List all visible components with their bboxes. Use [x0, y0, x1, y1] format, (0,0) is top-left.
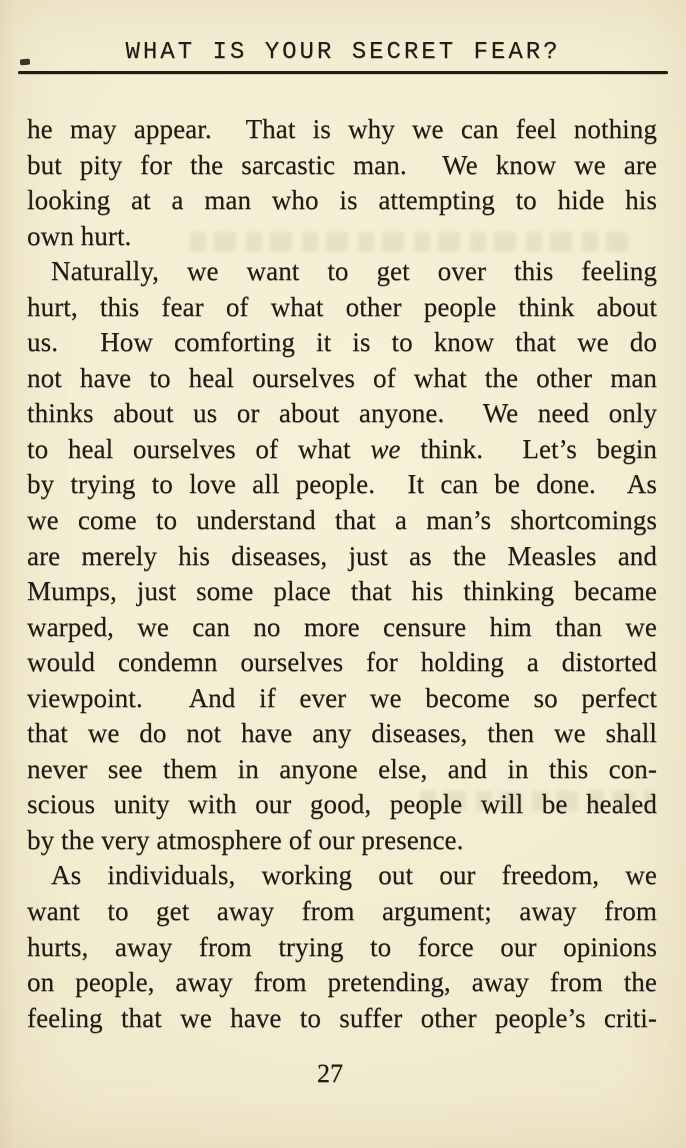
text-line — [27, 254, 657, 290]
text-line — [27, 787, 657, 823]
text-segment: we come to understand that a man’s shortcomings — [27, 505, 657, 536]
text-segment: hurts, away from trying to force our opinions — [27, 931, 657, 962]
text-line — [27, 396, 657, 432]
text-line — [27, 752, 657, 788]
text-line — [27, 716, 657, 752]
text-segment: looking at a man who is attempting to hide his — [27, 185, 657, 216]
text-line — [27, 539, 657, 575]
text-segment: not have to heal ourselves of what the other man — [27, 362, 657, 393]
text-line — [27, 183, 657, 219]
text-line — [27, 148, 657, 184]
text-line — [27, 574, 657, 610]
text-segment: Naturally, we want to get over this feeling — [51, 256, 657, 287]
text-line — [27, 1001, 657, 1037]
text-segment: scious unity with our good, people will be healed — [27, 789, 657, 820]
text-line — [27, 823, 657, 859]
text-segment: would condemn ourselves for holding a distorted — [27, 647, 657, 678]
text-segment: hurt, this fear of what other people think about — [27, 291, 657, 322]
text-segment: but pity for the sarcastic man. We know we are — [27, 149, 657, 180]
header-rule — [18, 71, 668, 74]
text-line — [27, 219, 657, 255]
text-line — [27, 681, 657, 717]
text-line — [27, 112, 657, 148]
text-segment: thinks about us or about anyone. We need only — [27, 398, 657, 429]
text-segment: by trying to love all people. It can be done. As — [27, 469, 657, 500]
text-line — [27, 361, 657, 397]
text-segment: he may appear. That is why we can feel nothing — [27, 114, 657, 144]
body-text — [27, 112, 657, 1036]
text-segment: never see them in anyone else, and in this con- — [27, 753, 657, 784]
text-line — [27, 645, 657, 681]
text-line — [27, 965, 657, 1001]
text-segment: feeling that we have to suffer other people’s criti- — [27, 1002, 657, 1033]
page-number: 27 — [317, 1059, 343, 1088]
text-segment: that we do not have any diseases, then we shall — [27, 718, 657, 749]
text-segment: by the very atmosphere of our presence. — [27, 824, 464, 855]
italic-word: we — [370, 433, 401, 464]
text-line — [27, 894, 657, 930]
text-line — [27, 467, 657, 503]
text-segment: want to get away from argument; away from — [27, 896, 657, 927]
text-line — [27, 610, 657, 646]
text-line — [27, 290, 657, 326]
text-segment: us. How comforting it is to know that we do — [27, 327, 657, 358]
text-line — [27, 432, 657, 468]
text-segment: own hurt. — [27, 220, 132, 251]
text-segment: As individuals, working out our freedom, we — [51, 860, 657, 891]
ink-speck — [20, 59, 30, 66]
text-line — [27, 858, 657, 894]
text-line — [27, 325, 657, 361]
text-segment: viewpoint. And if ever we become so perfect — [27, 682, 657, 713]
text-segment: on people, away from pretending, away from the — [27, 967, 657, 998]
text-segment: to heal ourselves of what — [27, 433, 371, 464]
text-segment: are merely his diseases, just as the Measles and — [27, 540, 657, 571]
text-segment: warped, we can no more censure him than we — [27, 611, 657, 642]
text-segment: think. Let’s begin — [400, 433, 657, 464]
running-head-title: WHAT IS YOUR SECRET FEAR? — [125, 39, 561, 66]
text-line — [27, 930, 657, 966]
text-segment: Mumps, just some place that his thinking became — [27, 576, 657, 607]
text-line — [27, 503, 657, 539]
